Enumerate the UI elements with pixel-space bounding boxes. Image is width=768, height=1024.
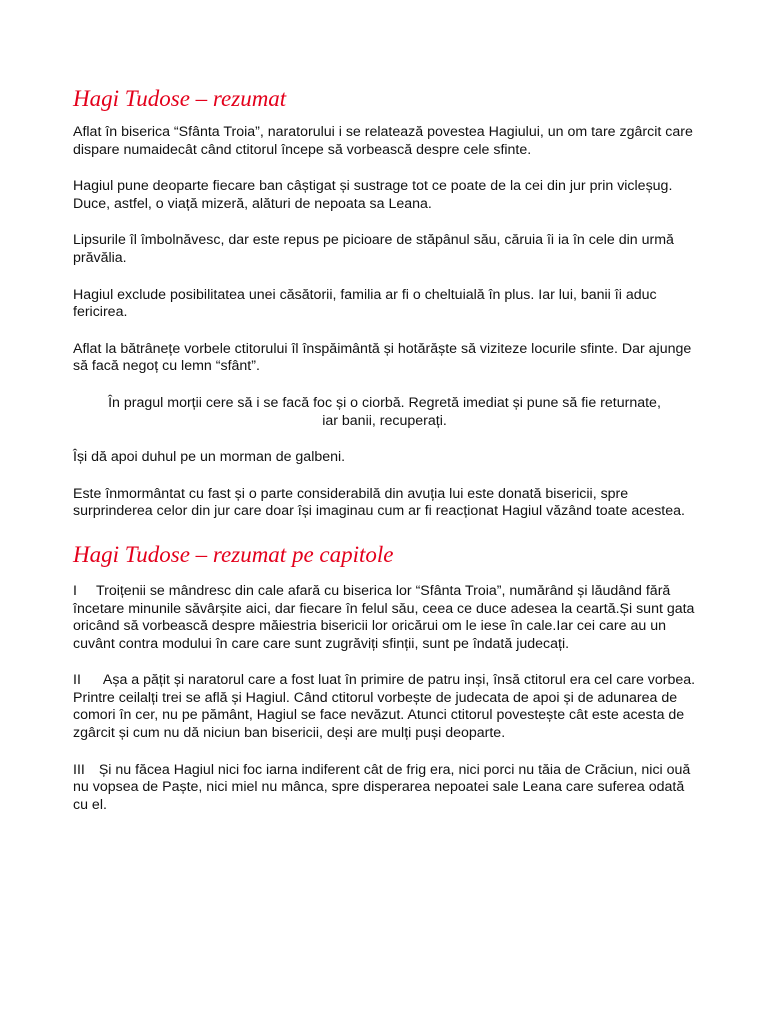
chapter-numeral: I xyxy=(73,582,77,599)
paragraph-7: Este înmormântat cu fast și o parte considerabilă din avuția lui este donată bisericii, spre surprinderea celor din jur care doar își imaginau cum ar fi reacționat Hagiul văzând toate acestea. xyxy=(73,485,685,520)
chapter-text: Așa a pățit și naratorul care a fost luat în primire de patru inși, însă ctitorul era cel care vorbea. Printre ceilalți trei se află și Hagiul. Când ctitorul vorbește de judecata de apoi și de adunarea de comori în cer, nu pe pământ, Hagiul se face nevăzut. Atunci ctitorul povestește cât este acesta de zgârcit și cum nu dă niciun ban bisericii, deși are mulți puși deoparte. xyxy=(73,672,696,742)
paragraph-6: Își dă apoi duhul pe un morman de galbeni. xyxy=(73,449,346,466)
chapter-numeral: II xyxy=(73,672,81,689)
paragraph-2: Hagiul pune deoparte fiecare ban câștigat și sustrage tot ce poate de la cei din jur prin vicleșug. Duce, astfel, o viață mizeră, alături de nepoata sa Leana. xyxy=(73,178,673,212)
chapter-3 xyxy=(73,762,696,815)
centered-line-1: În pragul morții cere să i se facă foc și o ciorbă. Regretă imediat și pune să fie returnate, xyxy=(108,394,661,411)
heading-rezumat: Hagi Tudose – rezumat xyxy=(73,86,287,111)
chapter-text: Și nu făcea Hagiul nici foc iarna indiferent cât de frig era, nici porci nu tăia de Crăciun, nici ouă nu vopsea de Paște, nici miel nu mânca, spre disperarea nepoatei sale Leana care suferea odată cu el. xyxy=(73,761,691,813)
chapter-1 xyxy=(73,583,696,653)
chapter-2 xyxy=(73,672,696,742)
chapter-text: Troițenii se mândresc din cale afară cu biserica lor “Sfânta Troia”, numărând și lăudând fără încetare minunile săvârșite aici, dar fiecare în felul său, ceea ce duce adesea la ceartă.Și sunt gata oricând să vorbească despre măiestria bisericii lor oricărui om le iese în cale.Iar cei care au un cuvânt contra modului în care care sunt zugrăviți sfinții, sunt pe îndată judecați. xyxy=(73,582,695,652)
heading-rezumat-pe-capitole: Hagi Tudose – rezumat pe capitole xyxy=(73,541,394,567)
paragraph-3: Lipsurile îl îmbolnăvesc, dar este repus pe picioare de stăpânul său, căruia îi ia în cele din urmă prăvălia. xyxy=(73,232,674,266)
paragraph-5: Aflat la bătrânețe vorbele ctitorului îl înspăimântă și hotărăște să viziteze locurile sfinte. Dar ajunge să facă negoț cu lemn “sfânt”. xyxy=(73,340,692,375)
paragraph-4: Hagiul exclude posibilitatea unei căsătorii, familia ar fi o cheltuială în plus. Iar lui, banii îi aduc fericirea. xyxy=(73,286,657,321)
chapter-numeral: III xyxy=(73,761,85,778)
paragraph-1: Aflat în biserica “Sfânta Troia”, naratorului i se relatează povestea Hagiului, un om tare zgârcit care dispare numaidecât când ctitorul începe să vorbească despre cele sfinte. xyxy=(73,124,693,158)
centered-line-2: iar banii, recuperați. xyxy=(322,412,447,429)
paragraph-centered xyxy=(73,395,696,430)
